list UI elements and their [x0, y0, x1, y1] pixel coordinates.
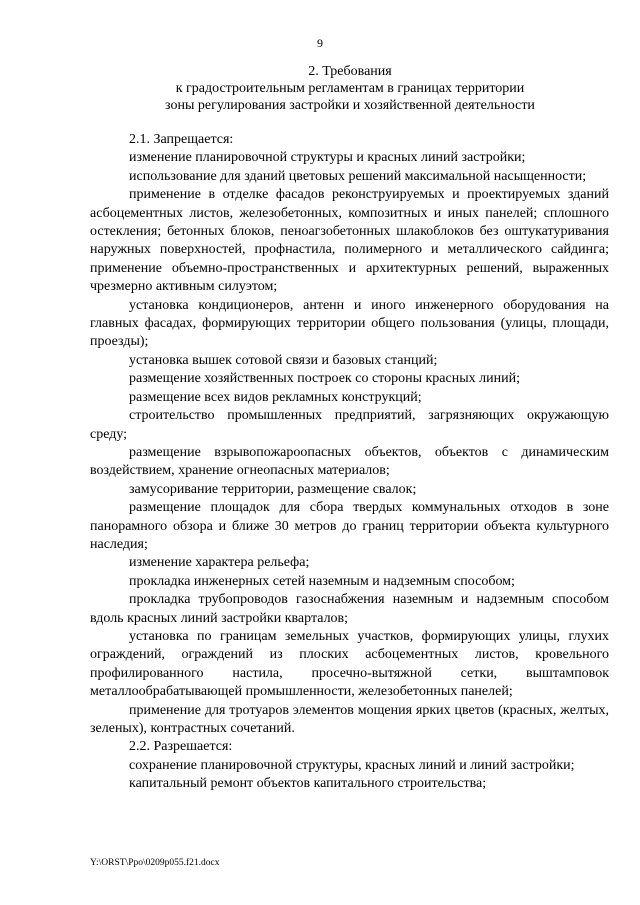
paragraph: применение для тротуаров элементов мощения ярких цветов (красных, желтых, зеленых), контрастных сочетаний. — [90, 702, 609, 736]
footer-file-path: Y:\ORST\Ppo\0209p055.f21.docx — [90, 858, 220, 868]
heading-line-1: 2. Требования — [308, 64, 392, 79]
paragraph: строительство промышленных предприятий, загрязняющих окружающую среду; — [90, 408, 609, 442]
heading-line-2: к градостроительным регламентам в границах территории — [175, 81, 525, 96]
paragraph: 2.2. Разрешается: — [129, 739, 233, 755]
paragraph: сохранение планировочной структуры, красных линий и линий застройки; — [129, 757, 575, 773]
section-heading — [90, 63, 610, 114]
paragraph: замусоривание территории, размещение свалок; — [129, 481, 417, 497]
paragraph: прокладка трубопроводов газоснабжения наземным и надземным способом вдоль красных линий застройки кварталов; — [90, 592, 609, 626]
paragraph: использование для зданий цветовых решений максимальной насыщенности; — [129, 168, 587, 184]
paragraph: установка по границам земельных участков, формирующих улицы, глухих ограждений, ограждений из плоских асбоцементных листов, кровельного профилированного настила, просечно-вытяжной сетки, выштамповок металлообрабатывающей промышленности, железобетонных панелей; — [90, 628, 609, 700]
document-body — [90, 131, 609, 794]
page-number: 9 — [317, 36, 323, 50]
paragraph: размещение всех видов рекламных конструкций; — [129, 389, 422, 405]
paragraph: установка кондиционеров, антенн и иного инженерного оборудования на главных фасадах, формирующих территории общего пользования (улицы, площади, проезды); — [90, 297, 609, 350]
paragraph: прокладка инженерных сетей наземным и надземным способом; — [129, 573, 515, 589]
paragraph: размещение площадок для сбора твердых коммунальных отходов в зоне панорамного обзора и ближе 30 метров до границ территории объекта культурного наследия; — [90, 500, 609, 552]
paragraph: размещение взрывопожароопасных объектов, объектов с динамическим воздействием, хранение огнеопасных материалов; — [90, 444, 609, 479]
paragraph: применение в отделке фасадов реконструируемых и проектируемых зданий асбоцементных листов, железобетонных, композитных и иных панелей; сплошного остекления; бетонных блоков, пеноагзобетонных шлакоблоков без оштукатуривания наружных поверхностей, профнастила, полимерного и металлического сайдинга; применение объемно-пространственных и архитектурных решений, выраженных чрезмерно активным силуэтом; — [90, 187, 609, 295]
heading-line-3: зоны регулирования застройки и хозяйственной деятельности — [165, 98, 535, 113]
paragraph: установка вышек сотовой связи и базовых станций; — [129, 352, 438, 368]
paragraph: изменение характера рельефа; — [129, 555, 310, 571]
paragraph: капитальный ремонт объектов капитального строительства; — [129, 776, 487, 792]
paragraph: 2.1. Запрещается: — [129, 132, 234, 147]
paragraph: размещение хозяйственных построек со стороны красных линий; — [129, 371, 520, 387]
paragraph: изменение планировочной структуры и красных линий застройки; — [129, 150, 526, 166]
